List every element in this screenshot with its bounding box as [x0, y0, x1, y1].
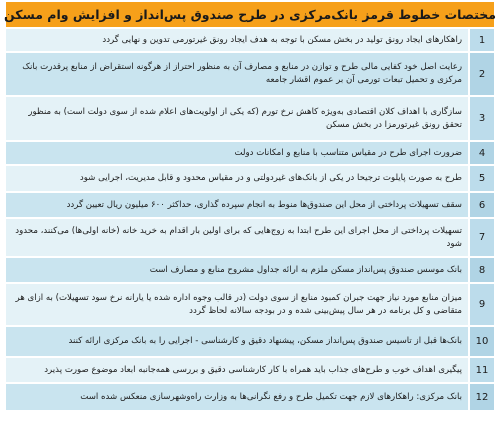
row-number: 1: [470, 29, 494, 51]
table-row: [6, 219, 494, 256]
row-text-content: پیگیری اهداف خوب و طرح‌های جذاب باید همراه با کار کارشناسی دقیق و بررسی همه‌جانبه ابعاد موضوع صورت پذیرد: [44, 364, 462, 375]
row-number: 10: [470, 327, 494, 356]
row-text: [6, 193, 468, 217]
row-number: 7: [470, 219, 494, 256]
table-row: [6, 142, 494, 164]
table-row: [6, 166, 494, 191]
row-text: [6, 142, 468, 164]
row-text: [6, 29, 468, 51]
row-text-content: میزان منابع مورد نیاز جهت جبران کمبود منابع از سوی دولت (در قالب وجوه اداره شده یا یارانه نرخ سود تسهیلات) به ازای هر متقاضی و کل برنامه در هر سال پیش‌بینی شده و در بودجه سالانه لحاظ گردد: [15, 292, 462, 316]
table-row: [6, 53, 494, 95]
row-text: [6, 358, 468, 382]
row-text-content: سقف تسهیلات پرداختی از محل این صندوق‌ها منوط به انجام سپرده گذاری، حداکثر ۶۰۰ میلیون ریال تعیین گردد: [66, 199, 462, 210]
row-text: [6, 53, 468, 95]
table-row: [6, 327, 494, 356]
table-row: [6, 284, 494, 325]
row-number: 11: [470, 358, 494, 382]
row-number: 6: [470, 193, 494, 217]
table-row: [6, 358, 494, 382]
requirements-table: [6, 29, 494, 410]
row-number: 5: [470, 166, 494, 191]
row-text: [6, 219, 468, 256]
row-number: 8: [470, 258, 494, 282]
table-row: [6, 193, 494, 217]
row-text-content: رعایت اصل خود کفایی مالی طرح و توازن در منابع و مصارف آن به منظور احتراز از هرگونه استقراض از منابع پرقدرت بانک مرکزی و تحمیل تبعات تورمی آن بر عموم اقشار جامعه: [22, 62, 462, 85]
row-text-content: راهکارهای ایجاد رونق تولید در بخش مسکن با توجه به هدف ایجاد رونق غیرتورمی تدوین و نهایی گردد: [102, 34, 462, 45]
row-number: 4: [470, 142, 494, 164]
row-number: 12: [470, 384, 494, 410]
row-text-content: ضرورت اجرای طرح در مقیاس متناسب با منابع و امکانات دولت: [234, 147, 462, 158]
row-text-content: بانک موسس صندوق پس‌انداز مسکن ملزم به ارائه جداول مشروح منابع و مصارف است: [149, 264, 462, 275]
table-row: [6, 384, 494, 410]
row-number: 3: [470, 97, 494, 140]
row-text: [6, 384, 468, 410]
table-row: [6, 29, 494, 51]
row-text: [6, 284, 468, 325]
row-text-content: بانک‌ها قبل از تاسیس صندوق پس‌انداز مسکن، پیشنهاد دقیق و کارشناسی - اجرایی را به بانک مرکزی ارائه کنند: [68, 336, 462, 346]
table-row: [6, 97, 494, 140]
row-text: [6, 258, 468, 282]
row-text: [6, 166, 468, 191]
row-text-content: طرح به صورت پایلوت ترجیحا در یکی از بانک‌های غیردولتی و در مقیاس محدود و قابل مدیریت، اجرایی شود: [79, 173, 462, 183]
row-text-content: بانک مرکزی: راهکارهای لازم جهت تکمیل طرح و رفع نگرانی‌ها به وزارت راه‌وشهرسازی منعکس شده است: [80, 391, 462, 402]
row-number: 2: [470, 53, 494, 95]
row-text: [6, 97, 468, 140]
row-text-content: سازگاری با اهداف کلان اقتصادی به‌ویژه کاهش نرخ تورم (که یکی از اولویت‌های اعلام شده از سوی دولت است) به منظور تحقق رونق غیرتورمزا در بخش مسکن: [28, 106, 462, 130]
table-title: مختصات خطوط قرمز بانک‌مرکزی در طرح صندوق پس‌انداز و افزایش وام مسکن: [6, 2, 494, 27]
table-row: [6, 258, 494, 282]
row-text: [6, 327, 468, 356]
row-number: 9: [470, 284, 494, 325]
row-text-content: تسهیلات پرداختی از محل اجرای این طرح ابتدا به زوج‌هایی که برای اولین بار اقدام به خرید خانه (خانه اولی‌ها) می‌کنند، محدود شود: [15, 225, 462, 249]
